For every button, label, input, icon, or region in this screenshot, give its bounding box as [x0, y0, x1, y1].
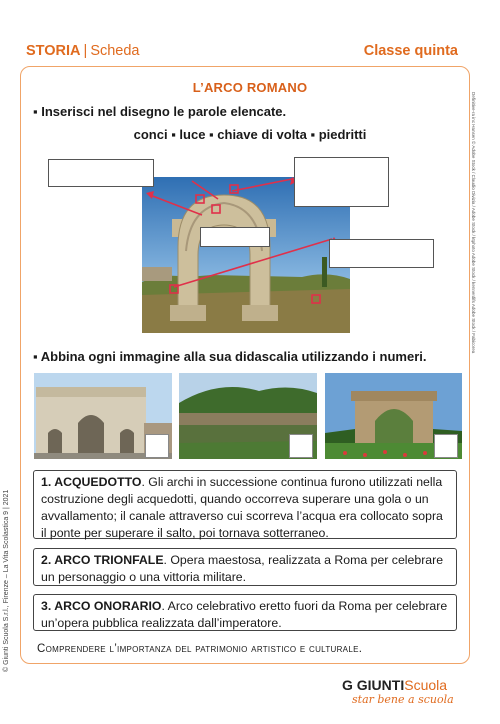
class-label: Classe quinta — [363, 43, 458, 59]
card-aqueduct-text: . Gli archi in successione continua furono utilizzati nella costruzione degli acquedotti, quando occorreva superare una gola o un avvallamento; il canale attraverso cui scorreva l’acqua era collocato sopra il ponte per superare il salto, poi tornava sotterraneo. — [41, 475, 443, 540]
label-box-3[interactable] — [200, 227, 270, 247]
logo-g-icon: G — [342, 677, 357, 693]
card-aqueduct — [33, 470, 457, 539]
card-honorary-text: . Arco celebrativo eretto fuori da Roma per celebrare un’opera pubblica realizzata dall’imperatore. — [41, 599, 448, 630]
page-title: L’ARCO ROMANO — [192, 80, 308, 95]
word-list: conci ▪ luce ▪ chiave di volta ▪ piedritti — [133, 127, 367, 142]
number-box-3[interactable] — [434, 434, 458, 458]
number-box-2[interactable] — [289, 434, 313, 458]
photo-credits: Definitive-ra inc Hansen © Adobe Stock / Claudio Divizia / Adobe Stock / ktphoto Adobe Stock / kennerdifs Adobe Stock / Fabicorea — [471, 92, 476, 354]
instruction-match: ▪ Abbina ogni immagine alla sua didascalia utilizzando i numeri. — [33, 349, 427, 364]
number-box-1[interactable] — [145, 434, 169, 458]
copyright-text: © Giunti Scuola S.r.l., Firenze – La Vita Scolastica 9 | 2021 — [3, 489, 10, 672]
card-aqueduct-title: 1. ACQUEDOTTO — [41, 475, 142, 489]
card-triumphal — [33, 548, 457, 586]
label-box-2[interactable] — [294, 157, 389, 207]
label-box-4[interactable] — [329, 239, 434, 268]
learning-goal: Comprendere l’importanza del patrimonio artistico e culturale. — [37, 643, 363, 655]
logo-brand-a: GIUNTI — [356, 677, 405, 693]
publisher-logo — [342, 677, 472, 706]
header-subject: STORIA | Scheda — [26, 43, 140, 59]
label-box-1[interactable] — [48, 159, 154, 187]
instruction-insert: ▪ Inserisci nel disegno le parole elencate. — [33, 104, 287, 119]
subject-label: STORIA — [26, 43, 81, 59]
card-honorary — [33, 594, 457, 631]
logo-tagline: star bene a scuola — [352, 693, 454, 706]
card-honorary-title: 3. ARCO ONORARIO — [41, 599, 162, 613]
card-triumphal-text: . Opera maestosa, realizzata a Roma per celebrare un personaggio o una vittoria militare. — [41, 553, 444, 584]
logo-brand-b: Scuola — [404, 677, 448, 693]
type-label: Scheda — [90, 43, 140, 59]
card-triumphal-title: 2. ARCO TRIONFALE — [41, 553, 164, 567]
